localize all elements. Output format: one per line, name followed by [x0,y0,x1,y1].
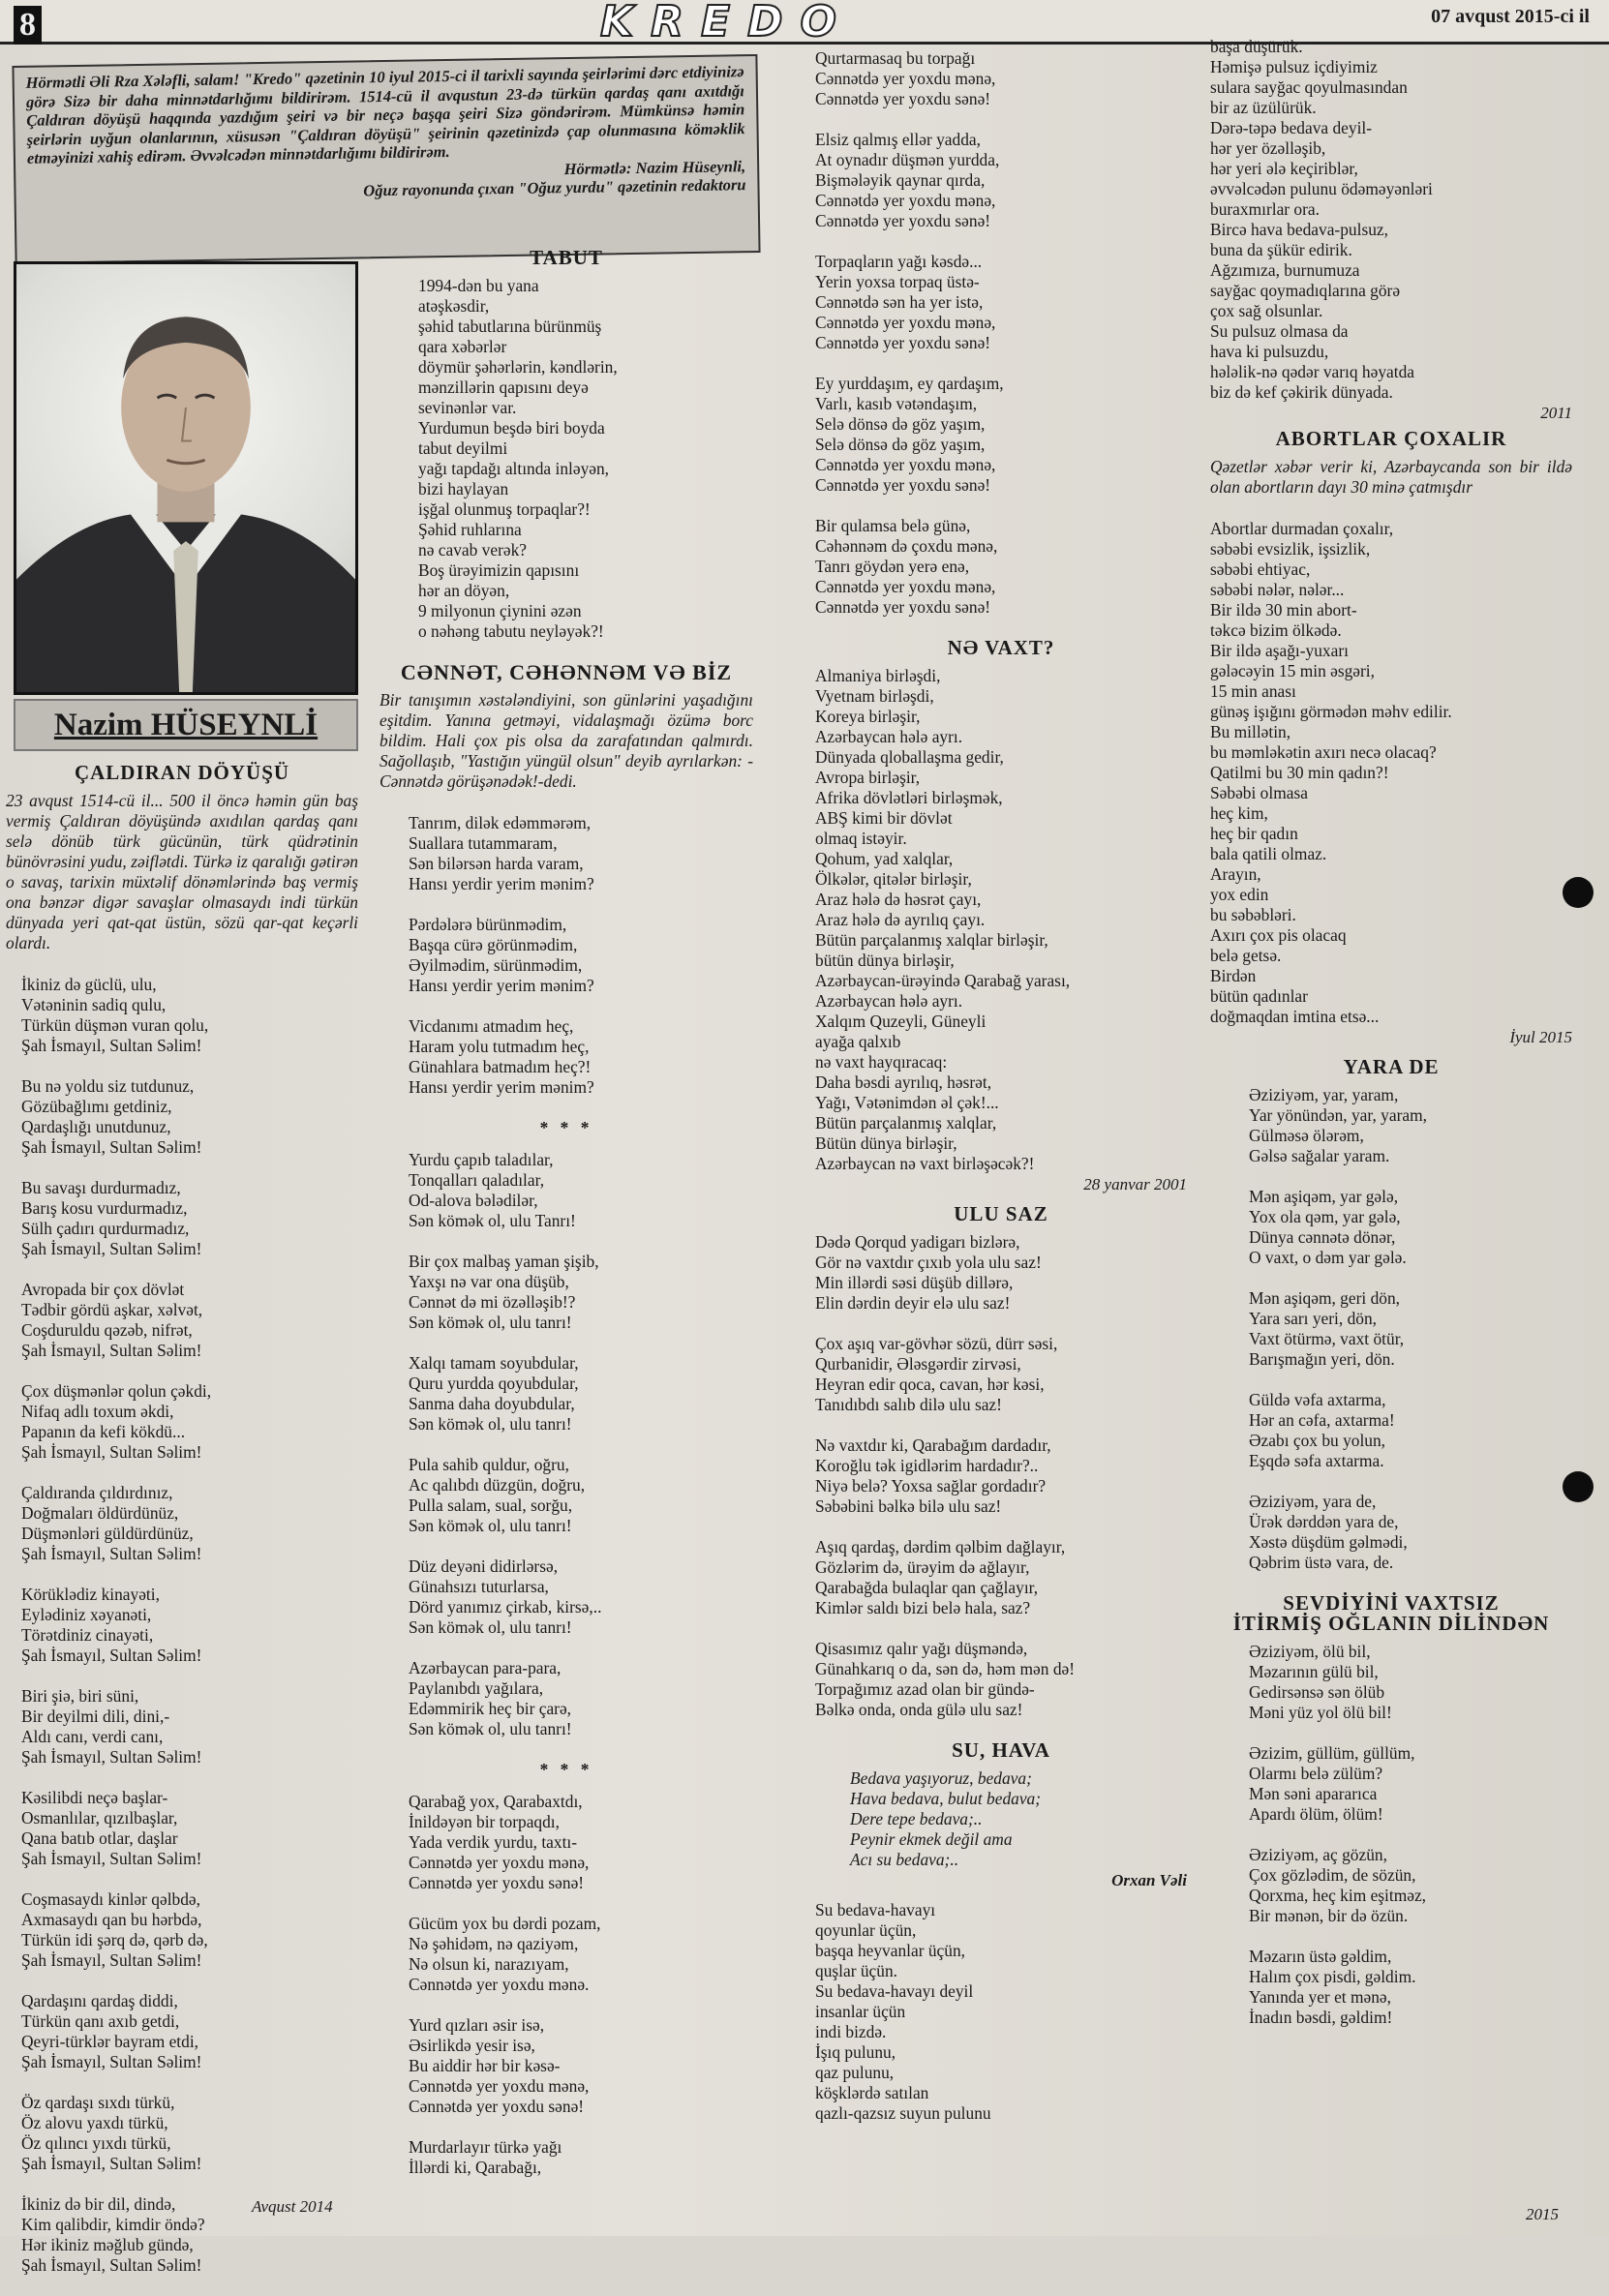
abort-intro: Qəzetlər xəbər verir ki, Azərbaycanda son bir ildə olan abortların dayı 30 minə çatmışdır [1210,457,1572,497]
abort-date: İyul 2015 [1509,1028,1572,1046]
suhava-continued: başa düşürük. Həmişə pulsuz içdiyimiz sulara sayğac qoyulmasından bir az üzülürük. Dərə-təpə bedava deyil- hər yer özəlləşib, hər yeri ələ keçiriblər, əvvəlcədən pulunu ödəməyənləri buraxmırlar ora. Bircə hava bedava-pulsuz, buna da şükür edirik. Ağzımıza, burnumuza sayğac qoymadıqlarına görə çox sağ olsunlar. Su pulsuz olmasa da hava ki pulsuzdu, hələlik-nə qədər varıq həyatda biz də kef çəkirik dünyada. [1210,37,1433,402]
poem-stanza: Əziziyəm, ölü bil, Məzarının gülü bil, Gedirsənsə sən ölüb Məni yüz yol ölü bil! [1249,1642,1392,1722]
poem-stanza: Mən aşiqəm, geri dön, Yara sarı yeri, dön, Vaxt ötürmə, vaxt ötür, Barışmağın yeri, dön. [1249,1288,1405,1369]
column-3 [815,48,1187,2144]
sevdiyini-date: 2015 [1526,2205,1559,2223]
binding-hole-1 [1563,877,1594,908]
column-4 [1210,37,1572,2048]
poem-stanza: Əziziyəm, yara de, Ürək dərddən yara de, Xəstə düşdüm gəlmədi, Qəbrim üstə vara, de. [1249,1492,1408,1572]
poem-stanza: Bir çox malbaş yaman şişib, Yaxşı nə var ona düşüb, Cənnət də mi özəlləşib!? Sən kömək ol, ulu tanrı! [409,1252,599,1332]
poem-stanza: Qurtarmasaq bu torpağı Cənnətdə yer yoxdu mənə, Cənnətdə yer yoxdu sənə! [815,48,996,108]
yarade-stanzas [1210,1085,1572,1573]
sevdiyini-stanzas [1210,1642,1572,2028]
stars2-poem-stanzas [379,1792,753,2178]
caldiran-stanzas [6,975,358,2276]
poem-title-cennet: CƏNNƏT, CƏHƏNNƏM VƏ BİZ [400,660,733,684]
section-divider-stars: * * * [539,1118,593,1137]
letter-signature: Hörmətlə: Nazim Hüseynli, [563,156,746,178]
poem-stanza: Ey yurddaşım, ey qardaşım, Varlı, kasıb vətəndaşım, Selə dönsə də göz yaşım, Selə dönsə də göz yaşım, Cənnətdə yer yoxdu mənə, Cənnətdə yer yoxdu sənə! [815,374,1004,495]
poem-stanza: Tanrım, dilək edəmmərəm, Suallara tutammaram, Sən bilərsən harda varam, Hansı yerdir yerim mənim? [409,813,594,893]
column-1 [6,757,358,2296]
poem-stanza: İkiniz də bir dil, dində, Kim qalibdir, kimdir öndə? Hər ikiniz məğlub gündə, Şah İsmayıl, Sultan Səlim! [21,2194,205,2275]
poem-stanza: Yurd qızları əsir isə, Əsirlikdə yesir isə, Bu aiddir hər bir kəsə- Cənnətdə yer yoxdu mənə, Cənnətdə yer yoxdu sənə! [409,2015,590,2116]
newspaper-brand: KREDO [600,0,854,46]
section-divider-stars-2: * * * [539,1760,593,1779]
author-portrait-image [16,264,355,692]
reader-letter-box [12,54,760,264]
poem-stanza: Güldə vəfa axtarma, Hər an cəfa, axtarma! Əzabı çox bu yolun, Eşqdə səfa axtarma. [1249,1390,1395,1470]
poem-stanza: Dədə Qorqud yadigarı bizlərə, Gör nə vaxtdır çıxıb yola ulu saz! Min illərdi səsi düşüb dillərə, Elin dərdin deyir elə ulu saz! [815,1232,1042,1313]
poem-stanza: Xalqı tamam soyubdular, Quru yurdda qoyubdular, Sanma daha doyubdular, Sən kömək ol, ulu tanrı! [409,1353,579,1434]
cennet-continued-stanzas [815,48,1187,618]
issue-date: 07 avqust 2015-ci il [1431,6,1590,27]
poem-stanza: Bu nə yoldu siz tutdunuz, Gözübağlımı getdiniz, Qardaşlığı unutdunuz, Şah İsmayıl, Sultan Səlim! [21,1076,202,1157]
poem-title-abort: ABORTLAR ÇOXALIR [1275,427,1507,450]
poem-stanza: Aşıq qardaş, dərdim qəlbim dağlayır, Gözlərim də, ürəyim də ağlayır, Qarabağda bulaqlar qan çağlayır, Kimlər saldı bizi belə hala, saz? [815,1537,1066,1617]
poem-stanza: Çaldıranda çıldırdınız, Doğmaları öldürdünüz, Düşmənləri güldürdünüz, Şah İsmayıl, Sultan Səlim! [21,1483,202,1563]
cennet-intro: Bir tanışımın xəstələndiyini, son günlərini yaşadığını eşitdim. Yanına getməyi, vidalaşmağı özümə borc bildim. Hali çox pis olsa da zarafatından qalmırdı. Sağollaşıb, "Yastığın yüngül olsun" deyib ayrılarkən: -Cənnətdə görüşənədək!-dedi. [379,690,753,791]
poem-title-suhava: SU, HAVA [952,1738,1050,1762]
tabut-poem: 1994-dən bu yana atəşkəsdir, şəhid tabutlarına bürünmüş qara xəbərlər döymür şəhərlərin, kəndlərin, mənzillərin qapısını deyə sevinənlər var. Yurdumun beşdə biri boyda tabut deyilmi yağı tapdağı altında inləyən, bizi haylayan işğal olunmuş torpaqlar?! Şəhid ruhlarına nə cavab verək? Boş ürəyimizin qapısını hər an döyən, 9 milyonun çiynini əzən o nəhəng tabutu neyləyək?! [418,276,618,641]
binding-hole-2 [1563,1471,1594,1502]
page-number: 8 [14,6,42,45]
poem-stanza: Pula sahib quldur, oğru, Ac qalıbdı düzgün, doğru, Pulla salam, sual, sorğu, Sən kömək ol, ulu tanrı! [409,1455,586,1535]
stars-poem-stanzas [379,1150,753,1739]
poem-stanza: Öz qardaşı sıxdı türkü, Öz alovu yaxdı türkü, Öz qılıncı yıxdı türkü, Şah İsmayıl, Sultan Səlim! [21,2093,202,2173]
letter-signature-org: Oğuz rayonunda çıxan "Oğuz yurdu" qəzetinin redaktoru [363,175,746,200]
nevaxt-poem: Almaniya birləşdi, Vyetnam birləşdi, Koreya birləşir, Azərbaycan hələ ayrı. Dünyada qloballaşma gedir, Avropa birləşir, Afrika dövlətləri birləşmək, ABŞ kimi bir dövlət olmaq istəyir. Qohum, yad xalqlar, Ölkələr, qitələr birləşir, Araz hələ də həsrət çayı, Araz hələ də ayrılıq çayı. Bütün parçalanmış xalqlar birləşir, bütün dünya birləşir, Azərbaycan-ürəyində Qarabağ yarası, Azərbaycan hələ ayrı. Xalqım Quzeyli, Güneyli ayağa qalxıb nə vaxt hayqıracaq: Daha bəsdi ayrılıq, həsrət, Yağı, Vətənimdən əl çək!... Bütün parçalanmış xalqlar, Bütün dünya birləşir, Azərbaycan nə vaxt birləşəcək?! [815,666,1071,1173]
poem-stanza: Azərbaycan para-para, Paylanıbdı yağılara, Edəmmirik heç bir çarə, Sən kömək ol, ulu tanrı! [409,1658,572,1738]
poem-stanza: Vicdanımı atmadım heç, Haram yolu tutmadım heç, Günahlara batmadım heç?! Hansı yerdir yerim mənim? [409,1016,594,1097]
poem-title-nevaxt: NƏ VAXT? [947,636,1055,659]
poem-stanza: Gücüm yox bu dərdi pozam, Nə şəhidəm, nə qaziyəm, Nə olsun ki, narazıyam, Cənnətdə yer yoxdu mənə. [409,1914,601,1994]
poem-stanza: Qarabağ yox, Qarabaxtdı, İnildəyən bir torpaqdı, Yada verdik yurdu, taxtı- Cənnətdə yer yoxdu mənə, Cənnətdə yer yoxdu sənə! [409,1792,590,1892]
nevaxt-date: 28 yanvar 2001 [1083,1175,1187,1193]
suhava-epigraph-author: Orxan Vəli [1111,1871,1187,1889]
abort-poem: Abortlar durmadan çoxalır, səbəbi evsizlik, işsizlik, səbəbi ehtiyac, səbəbi nələr, nələr... Bir ildə 30 min abort- təkcə bizim ölkədə. Bir ildə aşağı-yuxarı gələcəyin 15 min əsgəri, 15 min anası günəş işığını görmədən məhv edilir. Bu millətin, bu məmləkətin axırı necə olacaq? Qatilmi bu 30 min qadın?! Səbəbi olmasa heç kim, heç bir qadın bala qatili olmaz. Arayın, yox edin bu səbəbləri. Axırı çox pis olacaq belə getsə. Birdən bütün qadınlar doğmaqdan imtina etsə... [1210,519,1452,1026]
poem-stanza: Torpaqların yağı kəsdə... Yerin yoxsa torpaq üstə- Cənnətdə sən ha yer istə, Cənnətdə yer yoxdu mənə, Cənnətdə yer yoxdu sənə! [815,252,996,352]
author-photo [14,261,358,695]
poem-title-ulusaz: ULU SAZ [954,1202,1048,1225]
poem-title-tabut: TABUT [530,246,603,269]
cennet-stanzas [379,813,753,1098]
poem-stanza: Əzizim, güllüm, güllüm, Olarmı belə zülüm? Mən səni apararıca Apardı ölüm, ölüm! [1249,1743,1415,1824]
author-name: Nazim HÜSEYNLİ [14,699,358,751]
poem-stanza: Avropada bir çox dövlət Tədbir gördü aşkar, xəlvət, Coşduruldu qəzəb, nifrət, Şah İsmayıl, Sultan Səlim! [21,1280,203,1360]
poem-stanza: Qisasımız qalır yağı düşməndə, Günahkarıq o da, sən də, həm mən də! Torpağımız azad olan bir gündə- Bəlkə onda, onda gülə ulu saz! [815,1639,1076,1719]
poem-stanza: Bir qulamsa belə günə, Cəhənnəm də çoxdu mənə, Tanrı göydən yerə enə, Cənnətdə yer yoxdu mənə, Cənnətdə yer yoxdu sənə! [815,516,998,617]
poem-stanza: Yurdu çapıb taladılar, Tonqalları qaladılar, Od-alova bələdilər, Sən kömək ol, ulu Tanrı! [409,1150,576,1230]
poem-stanza: Əziziyəm, yar, yaram, Yar yönündən, yar, yaram, Gülməsə ölərəm, Gəlsə sağalar yaram. [1249,1085,1427,1165]
poem-stanza: Məzarın üstə gəldim, Halım çox pisdi, gəldim. Yanında yer et mənə, İnadın bəsdi, gəldim! [1249,1947,1416,2027]
caldiran-intro: 23 avqust 1514-cü il... 500 il öncə həmin gün baş vermiş Çaldıran döyüşündə axıdılan qardaş qanı selə dönüb türk gücünün, türk qüdrətinin bünövrəsini yudu, zəiflətdi. Türkə iz qaralığı gətirən o savaş, tarixin müxtəlif dönəmlərində baş vermiş ona bənzər digər savaşlar olmasaydı indi türkün dünyada yeri qat-qat üstün, sözü qar-qat keçərli olardı. [6,791,358,952]
caldiran-date: Avqust 2014 [252,2197,333,2216]
poem-stanza: Körüklədiz kinayəti, Eylədiniz xəyanəti, Törətdiniz cinayəti, Şah İsmayıl, Sultan Səlim! [21,1585,202,1665]
poem-stanza: Pərdələrə bürünmədim, Başqa cürə görünmədim, Əyilmədim, sürünmədim, Hansı yerdir yerim mənim? [409,915,594,995]
suhava-poem: Su bedava-havayı qoyunlar üçün, başqa heyvanlar üçün, quşlar üçün. Su bedava-havayı deyil insanlar üçün indi bizdə. İşıq pulunu, qaz pulunu, köşklərdə satılan qazlı-qazsız suyun pulunu [815,1900,991,2123]
poem-stanza: Elsiz qalmış ellər yadda, At oynadır düşmən yurdda, Bişmələyik qaynar qırda, Cənnətdə yer yoxdu mənə, Cənnətdə yer yoxdu sənə! [815,130,1000,230]
letter-text: Hörmətli Əli Rza Xələfli, salam! "Kredo" qəzetinin 10 iyul 2015-ci il tarixli sayında şeirlərimi dərc etdiyinizə görə Sizə bir daha minnətdarlığımı bildirirəm. 1514-cü il avqustun 23-də türkün qardaş qanı axıtdığı Çaldıran döyüşü haqqında yazdığım şeiri və bir neçə başqa şeiri Sizə göndərirəm. Mümkünsə həmin şeirlərin uyğun olanlarının, xüsusən "Çaldıran döyüşü" şeirinin qəzetinizdə çap olunmasına köməklik etməyinizi xahiş edirəm. Əvvəlcədən minnətdarlığımı bildirirəm. [25,62,745,167]
ulusaz-stanzas [815,1232,1187,1720]
suhava-date: 2011 [1540,404,1572,422]
poem-title-caldiran: ÇALDIRAN DÖYÜŞÜ [74,761,290,784]
poem-stanza: Çox aşıq var-gövhər sözü, dürr səsi, Qurbanidir, Ələsgərdir zirvəsi, Heyran edir qoca, cavan, hər kəsi, Tanıdıbdı salıb dilə ulu saz! [815,1334,1058,1414]
poem-stanza: Mən aşiqəm, yar gələ, Yox ola qəm, yar gələ, Dünya cənnətə dönər, O vaxt, o dəm yar gələ. [1249,1187,1407,1267]
poem-title-sevdiyini-2: İTİRMİŞ OĞLANIN DİLİNDƏN [1232,1612,1550,1635]
poem-stanza: Biri şiə, biri süni, Bir deyilmi dili, dini,- Aldı canı, verdi canı, Şah İsmayıl, Sultan Səlim! [21,1686,202,1767]
poem-stanza: Nə vaxtdır ki, Qarabağım dardadır, Koroğlu tək igidlərim hardadır?.. Niyə belə? Yoxsa sağlar gordadır? Səbəbini bəlkə bilə ulu saz! [815,1435,1051,1516]
poem-title-sevdiyini-1: SEVDİYİNİ VAXTSIZ [1283,1591,1500,1615]
poem-stanza: Düz deyəni didirlərsə, Günahsızı tuturlarsa, Dörd yanımız çirkab, kirsə,.. Sən kömək ol, ulu tanrı! [409,1556,602,1637]
poem-stanza: Coşmasaydı kinlər qəlbdə, Axmasaydı qan bu hərbdə, Türkün idi şərq də, qərb də, Şah İsmayıl, Sultan Səlim! [21,1889,208,1970]
poem-stanza: İkiniz də güclü, ulu, Vətəninin sadiq qulu, Türkün düşmən vuran qolu, Şah İsmayıl, Sultan Səlim! [21,975,209,1055]
poem-stanza: Murdarlayır türkə yağı İllərdi ki, Qarabağı, [409,2137,562,2177]
poem-title-yarade: YARA DE [1343,1055,1440,1078]
poem-stanza: Bu savaşı durdurmadız, Barış kosu vurdurmadız, Sülh çadırı qurdurmadız, Şah İsmayıl, Sultan Səlim! [21,1178,202,1258]
poem-stanza: Əziziyəm, aç gözün, Çox gözlədim, de sözün, Qorxma, heç kim eşitməz, Bir mənən, bir də özün. [1249,1845,1427,1925]
poem-stanza: Qardaşını qardaş diddi, Türkün qanı axıb getdi, Qeyri-türklər bayram etdi, Şah İsmayıl, Sultan Səlim! [21,1991,202,2071]
column-2 [379,248,753,2198]
poem-stanza: Çox düşmənlər qolun çəkdi, Nifaq adlı toxum əkdi, Papanın da kefi kökdü... Şah İsmayıl, Sultan Səlim! [21,1381,212,1462]
suhava-epigraph: Bedava yaşıyoruz, bedava; Hava bedava, bulut bedava; Dere tepe bedava;.. Peynir ekmek değil ama Acı su bedava;.. [850,1768,1042,1869]
poem-stanza: Kəsilibdi neçə başlar- Osmanlılar, qızılbaşlar, Qana batıb otlar, daşlar Şah İsmayıl, Sultan Səlim! [21,1788,202,1868]
